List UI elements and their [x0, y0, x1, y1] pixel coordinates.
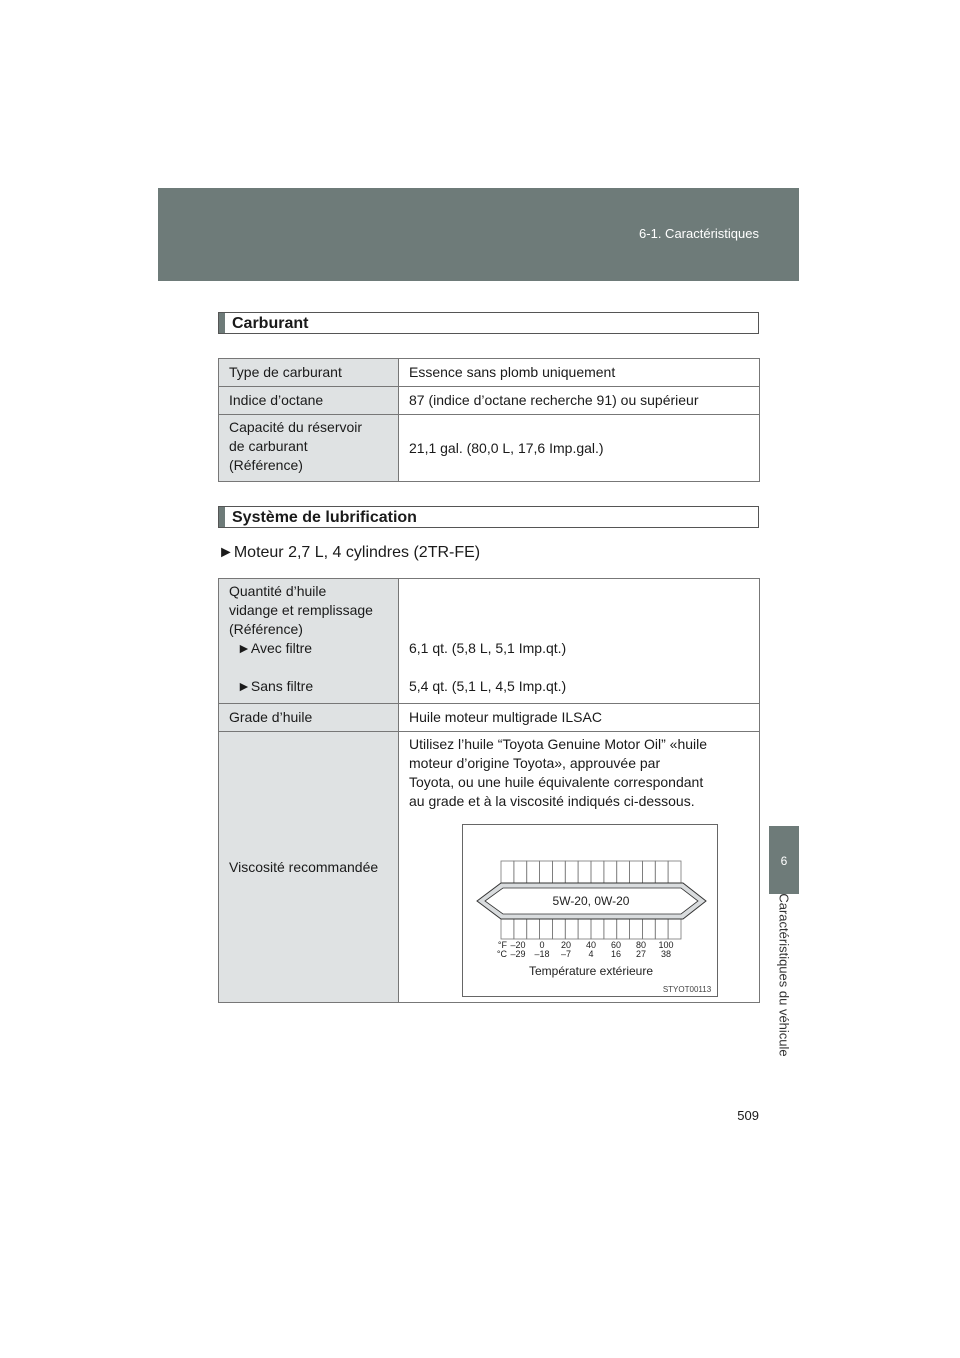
grid-cell	[604, 917, 617, 939]
viscosity-text-line: Utilisez l’huile “Toyota Genuine Motor Oil” «huile	[409, 736, 708, 752]
grid-cell	[501, 917, 514, 939]
celsius-tick-label: –18	[534, 949, 550, 959]
grid-cell	[655, 861, 668, 885]
chapter-tab	[769, 826, 799, 894]
viscosity-text-line: au grade et à la viscosité indiqués ci-dessous.	[409, 793, 695, 809]
grid-cell	[630, 917, 643, 939]
diagram-caption: Température extérieure	[528, 964, 654, 978]
fahrenheit-tick-label: 20	[560, 940, 572, 950]
row-value: 21,1 gal. (80,0 L, 17,6 Imp.gal.)	[409, 439, 604, 456]
viscosity-chart	[463, 825, 717, 996]
celsius-tick-label: 38	[660, 949, 672, 959]
row-label: Viscosité recommandée	[229, 858, 379, 875]
row-label: Indice d’octane	[229, 392, 324, 408]
viscosity-diagram	[462, 824, 718, 997]
row-value-cell	[399, 579, 760, 704]
row-label-cell	[219, 579, 399, 704]
fahrenheit-tick-label: 0	[539, 940, 545, 950]
unit-f-label: °F	[497, 940, 507, 950]
row-label-line: Capacité du réservoir	[229, 419, 363, 435]
without-filter-label: ►Sans filtre	[237, 678, 314, 694]
grid-cell	[514, 861, 527, 885]
grid-cell	[617, 917, 630, 939]
table-row	[219, 415, 760, 482]
row-label-line: vidange et remplissage	[229, 602, 373, 618]
engine-subheading: ►Moteur 2,7 L, 4 cylindres (2TR-FE)	[218, 544, 481, 561]
row-label-line: de carburant	[229, 438, 308, 454]
grid-cell	[617, 861, 630, 885]
grid-cell	[668, 861, 681, 885]
celsius-tick-label: 4	[588, 949, 594, 959]
grid-cell	[540, 917, 553, 939]
grid-cell	[630, 861, 643, 885]
grid-cell	[565, 861, 578, 885]
grid-cell	[565, 917, 578, 939]
table-row	[219, 359, 760, 387]
grid-cell	[591, 861, 604, 885]
grid-cell	[604, 861, 617, 885]
with-filter-label: ►Avec filtre	[237, 640, 313, 656]
table-row	[219, 387, 760, 415]
section-heading-lubrication	[218, 506, 759, 528]
oil-grade-label: 5W-20, 0W-20	[552, 894, 630, 908]
viscosity-text-line: moteur d’origine Toyota», approuvée par	[409, 755, 661, 771]
row-label-cell	[219, 704, 399, 732]
heading-bar	[219, 313, 225, 333]
grid-cell	[591, 917, 604, 939]
fahrenheit-tick-label: –20	[510, 940, 526, 950]
figure-code: STYOT00113	[662, 985, 712, 994]
grid-cell	[514, 917, 527, 939]
row-value: 87 (indice d’octane recherche 91) ou supérieur	[409, 392, 699, 408]
table-row	[219, 579, 760, 704]
chapter-side-title: Caractéristiques du véhicule	[776, 893, 792, 1057]
chapter-header	[158, 188, 799, 281]
heading-bar	[219, 507, 225, 527]
section-heading-fuel	[218, 312, 759, 334]
fuel-table	[218, 358, 760, 482]
grid-cell	[578, 917, 591, 939]
row-label-line: (Référence)	[229, 621, 303, 637]
grid-cell	[642, 917, 655, 939]
row-value-cell	[399, 387, 760, 415]
row-value-cell	[399, 359, 760, 387]
grid-cell	[527, 861, 540, 885]
celsius-tick-label: 16	[610, 949, 622, 959]
grid-cell	[527, 917, 540, 939]
row-label-line: Quantité d’huile	[229, 583, 327, 599]
fahrenheit-tick-label: 80	[635, 940, 647, 950]
section-title: Système de lubrification	[232, 509, 417, 526]
unit-c-label: °C	[496, 949, 507, 959]
row-label-line: (Référence)	[229, 457, 303, 473]
row-label-cell	[219, 359, 399, 387]
grid-cell	[540, 861, 553, 885]
breadcrumb: 6-1. Caractéristiques	[639, 226, 759, 241]
page-number: 509	[737, 1108, 759, 1123]
grid-cell	[655, 917, 668, 939]
row-label: Type de carburant	[229, 364, 342, 380]
with-filter-value: 6,1 qt. (5,8 L, 5,1 Imp.qt.)	[409, 640, 567, 656]
row-label-cell	[219, 387, 399, 415]
celsius-tick-label: –7	[560, 949, 572, 959]
table-row	[219, 704, 760, 732]
row-value: Huile moteur multigrade ILSAC	[409, 709, 602, 725]
fahrenheit-tick-label: 60	[610, 940, 622, 950]
grid-cell	[668, 917, 681, 939]
row-label-cell	[219, 732, 399, 1003]
viscosity-text-line: Toyota, ou une huile équivalente correspondant	[409, 774, 704, 790]
grid-cell	[552, 861, 565, 885]
chapter-number: 6	[780, 854, 788, 868]
grid-cell	[552, 917, 565, 939]
grid-cell	[501, 861, 514, 885]
celsius-tick-label: –29	[510, 949, 526, 959]
grid-cell	[642, 861, 655, 885]
celsius-tick-label: 27	[635, 949, 647, 959]
without-filter-value: 5,4 qt. (5,1 L, 4,5 Imp.qt.)	[409, 678, 567, 694]
fahrenheit-tick-label: 100	[658, 940, 674, 950]
grid-cell	[578, 861, 591, 885]
row-value-cell	[399, 415, 760, 482]
row-value-cell	[399, 704, 760, 732]
fahrenheit-tick-label: 40	[585, 940, 597, 950]
section-title: Carburant	[232, 315, 309, 332]
row-label: Grade d’huile	[229, 709, 313, 725]
row-value: Essence sans plomb uniquement	[409, 364, 616, 380]
row-label-cell	[219, 415, 399, 482]
